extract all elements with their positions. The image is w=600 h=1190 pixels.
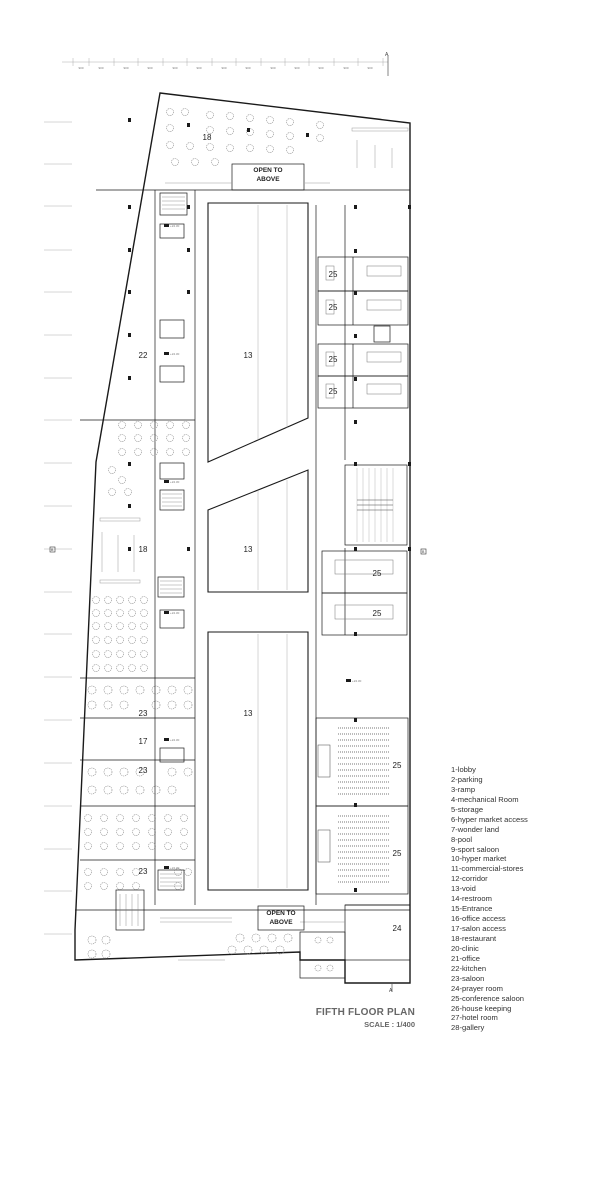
legend-item: 25-conference saloon: [451, 993, 525, 1003]
open-label-line2: ABOVE: [256, 176, 280, 183]
level-tag: +24.30: [170, 480, 180, 484]
room-legend: [451, 765, 528, 1033]
open-label-line2: ABOVE: [269, 919, 293, 926]
open-to-above-top: [253, 167, 282, 183]
legend-item: 12-corridor: [451, 874, 488, 884]
dimension-label: 900: [221, 66, 227, 70]
stage-areas: [318, 745, 330, 862]
room-label: 23: [138, 766, 148, 775]
room-label: 13: [243, 709, 253, 718]
dimension-label: 900: [78, 66, 84, 70]
interior-walls: [80, 164, 345, 905]
room-label: 22: [138, 351, 148, 360]
legend-item: 10-hyper market: [451, 854, 507, 864]
conference-tables: [326, 266, 401, 619]
room-label: 23: [138, 709, 148, 718]
room-label: 25: [372, 609, 382, 618]
left-grid-ticks: [44, 122, 72, 934]
restaurant-counters-middle: [100, 518, 140, 583]
dimension-label: 900: [98, 66, 104, 70]
legend-item: 15-Entrance: [451, 904, 493, 914]
dimension-label: 900: [270, 66, 276, 70]
legend-item: 1-lobby: [451, 765, 476, 774]
room-label: 25: [328, 387, 338, 396]
legend-item: 8-pool: [451, 834, 473, 844]
stair-cores: [116, 193, 390, 930]
legend-item: 27-hotel room: [451, 1013, 498, 1023]
room-label: 13: [243, 545, 253, 554]
legend-item: 14-restroom: [451, 894, 492, 904]
legend-item: 23-saloon: [451, 973, 485, 983]
dimension-label: 900: [367, 66, 373, 70]
room-label: 24: [392, 924, 402, 933]
room-label: 23: [138, 867, 148, 876]
legend-item: 4-mechanical Room: [451, 794, 519, 804]
dimension-label: 900: [147, 66, 153, 70]
void-inner-lines: [258, 205, 287, 888]
legend-item: 3-ramp: [451, 784, 476, 794]
legend-item: 21-office: [451, 953, 480, 963]
dimension-label: 900: [172, 66, 178, 70]
legend-item: 22-kitchen: [451, 963, 487, 973]
legend-item: 18-restaurant: [451, 933, 497, 943]
legend-item: 7-wonder land: [451, 824, 500, 834]
legend-item: 6-hyper market access: [451, 814, 528, 824]
dimension-label: 900: [294, 66, 300, 70]
legend-item: 13-void: [451, 884, 476, 894]
room-label: 25: [328, 303, 338, 312]
room-label: 25: [328, 355, 338, 364]
level-markers: [164, 224, 362, 870]
title-block: [300, 1006, 415, 1031]
room-label: 25: [372, 569, 382, 578]
legend-item: 17-salon access: [451, 924, 506, 933]
auditorium-seating: [338, 728, 390, 882]
legend-item: 11-commercial-stores: [451, 864, 524, 874]
section-marker-a-bottom: A: [389, 988, 393, 994]
room-label: 18: [138, 545, 148, 554]
plan-scale: SCALE : 1/400: [364, 1020, 415, 1029]
legend-item: 9-sport saloon: [451, 844, 500, 854]
section-marker-b-right: B: [422, 550, 425, 554]
room-label: 25: [392, 849, 402, 858]
open-label-line1: OPEN TO: [253, 167, 283, 174]
level-tag: +24.30: [352, 679, 362, 683]
room-label: 13: [243, 351, 253, 360]
room-labels: [139, 133, 402, 933]
dimension-label: 900: [196, 66, 202, 70]
building-outline: [75, 93, 410, 983]
room-label: 25: [392, 761, 402, 770]
legend-item: 2-parking: [451, 774, 483, 784]
restaurant-furniture-top: [167, 109, 324, 166]
section-marker-b-left: B: [51, 548, 54, 552]
section-marker-a-top: A: [385, 52, 389, 58]
level-tag: +24.30: [170, 738, 180, 742]
level-tag: +24.30: [170, 224, 180, 228]
room-label: 17: [138, 737, 148, 746]
legend-item: 5-storage: [451, 804, 484, 814]
dimension-label: 900: [318, 66, 324, 70]
open-label-line1: OPEN TO: [266, 910, 296, 917]
room-label: 18: [202, 133, 212, 142]
level-tag: +24.30: [170, 352, 180, 356]
legend-item: 20-clinic: [451, 943, 479, 953]
level-tag: +24.30: [170, 866, 180, 870]
section-markers: [50, 52, 426, 994]
dimension-label: 900: [123, 66, 129, 70]
legend-item: 26-house keeping: [451, 1003, 512, 1013]
central-stair: [345, 465, 407, 545]
top-dimension-line: [62, 58, 388, 66]
top-dimension-values: [78, 66, 372, 70]
room-label: 25: [328, 270, 338, 279]
level-tag: +24.30: [170, 611, 180, 615]
stair-treads: [120, 197, 185, 926]
legend-item: 24-prayer room: [451, 983, 503, 993]
legend-item: 16-office access: [451, 914, 506, 924]
legend-item: 28-gallery: [451, 1023, 485, 1033]
plan-title: FIFTH FLOOR PLAN: [315, 1007, 415, 1018]
dimension-label: 900: [343, 66, 349, 70]
dimension-label: 900: [245, 66, 251, 70]
